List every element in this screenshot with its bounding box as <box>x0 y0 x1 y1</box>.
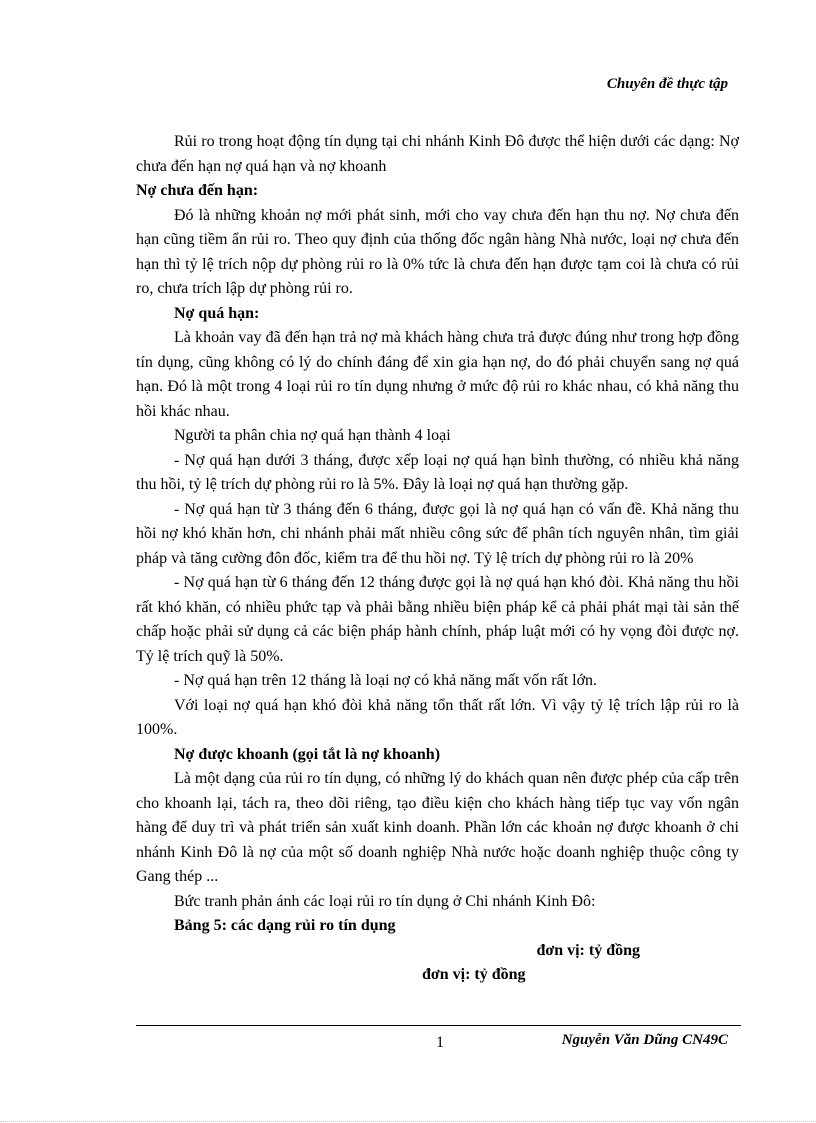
intro-paragraph: Rủi ro trong hoạt động tín dụng tại chi nhánh Kinh Đô được thể hiện dưới các dạng: Nợ chưa đến hạn nợ quá hạn và nợ khoanh <box>136 133 739 175</box>
overdue-closing-paragraph: Với loại nợ quá hạn khó đòi khả năng tổn thất rất lớn. Vì vậy tỷ lệ trích lập rủi ro là 100%. <box>136 696 739 738</box>
overdue-item-4: - Nợ quá hạn trên 12 tháng là loại nợ có khả năng mất vốn rất lớn. <box>174 672 598 689</box>
section-text-frozen-debt: Là một dạng của rủi ro tín dụng, có những lý do khách quan nên được phép của cấp trên cho khoanh lại, tách ra, theo dõi riêng, tạo điều kiện cho khách hàng tiếp tục vay vốn ngân hàng để duy trì và phát triển sản xuất kinh doanh. Phần lớn các khoản nợ được khoanh ở chi nhánh Kinh Đô là nợ của một số doanh nghiệp Nhà nước hoặc doanh nghiệp thuộc công ty Gang thép ... <box>136 770 739 885</box>
picture-description: Bức tranh phản ánh các loại rủi ro tín dụng ở Chi nhánh Kinh Đô: <box>174 892 596 910</box>
page-number: 1 <box>436 1034 444 1051</box>
footer-author: Nguyễn Văn Dũng CN49C <box>561 1032 728 1048</box>
section-text-not-due: Đó là những khoản nợ mới phát sinh, mới cho vay chưa đến hạn thu nợ. Nợ chưa đến hạn cũng tiềm ẩn rủi ro. Theo quy định của thống đốc ngân hàng Nhà nước, loại nợ chưa đến hạn thì tỷ lệ trích nộp dự phòng rủi ro là 0% tức là chưa đến hạn được tạm coi là chưa có rủi ro, chưa trích lập dự phòng rủi ro. <box>136 206 739 297</box>
page-header-title: Chuyên đề thực tập <box>606 76 728 92</box>
unit-label-2: đơn vị: tỷ đồng <box>422 966 526 983</box>
page-bottom-edge <box>0 1121 816 1122</box>
unit-label-1: đơn vị: tỷ đồng <box>536 941 640 959</box>
section-heading-overdue: Nợ quá hạn: <box>174 304 260 322</box>
overdue-item-1: - Nợ quá hạn dưới 3 tháng, được xếp loại nợ quá hạn bình thường, có nhiều khả năng thu hồi, tỷ lệ trích dự phòng rủi ro là 5%. Đây là loại nợ quá hạn thường gặp. <box>136 451 739 493</box>
overdue-classification-lead: Người ta phân chia nợ quá hạn thành 4 loại <box>174 427 451 444</box>
footer-divider <box>136 1025 741 1026</box>
overdue-item-2: - Nợ quá hạn từ 3 tháng đến 6 tháng, được gọi là nợ quá hạn có vấn đề. Khả năng thu hồi nợ khó khăn hơn, chi nhánh phải mất nhiều công sức để phân tích nguyên nhân, tìm giải pháp và tăng cường đôn đốc, kiểm tra để thu hồi nợ. Tỷ lệ trích dự phòng rủi ro là 20% <box>136 500 739 567</box>
section-heading-not-due: Nợ chưa đến hạn: <box>136 182 259 199</box>
section-heading-frozen-debt: Nợ được khoanh (gọi tắt là nợ khoanh) <box>174 745 441 763</box>
section-text-overdue: Là khoản vay đã đến hạn trả nợ mà khách hàng chưa trả được đúng như trong hợp đồng tín dụng, cũng không có lý do chính đáng để xin gia hạn nợ, do đó phải chuyển sang nợ quá hạn. Đó là một trong 4 loại rủi ro tín dụng nhưng ở mức độ rủi ro khác nhau, có khả năng thu hồi khác nhau. <box>136 329 739 420</box>
document-body <box>136 130 739 988</box>
overdue-item-3: - Nợ quá hạn từ 6 tháng đến 12 tháng được gọi là nợ quá hạn khó đòi. Khả năng thu hồi rất khó khăn, có nhiều phức tạp và phải bằng nhiều biện pháp kể cả phải phát mại tài sản thế chấp hoặc phải sử dụng cả các biện pháp hành chính, pháp luật mới có hy vọng đòi được nợ. Tỷ lệ trích quỹ là 50%. <box>136 574 739 665</box>
table-caption: Bảng 5: các dạng rủi ro tín dụng <box>174 917 396 934</box>
